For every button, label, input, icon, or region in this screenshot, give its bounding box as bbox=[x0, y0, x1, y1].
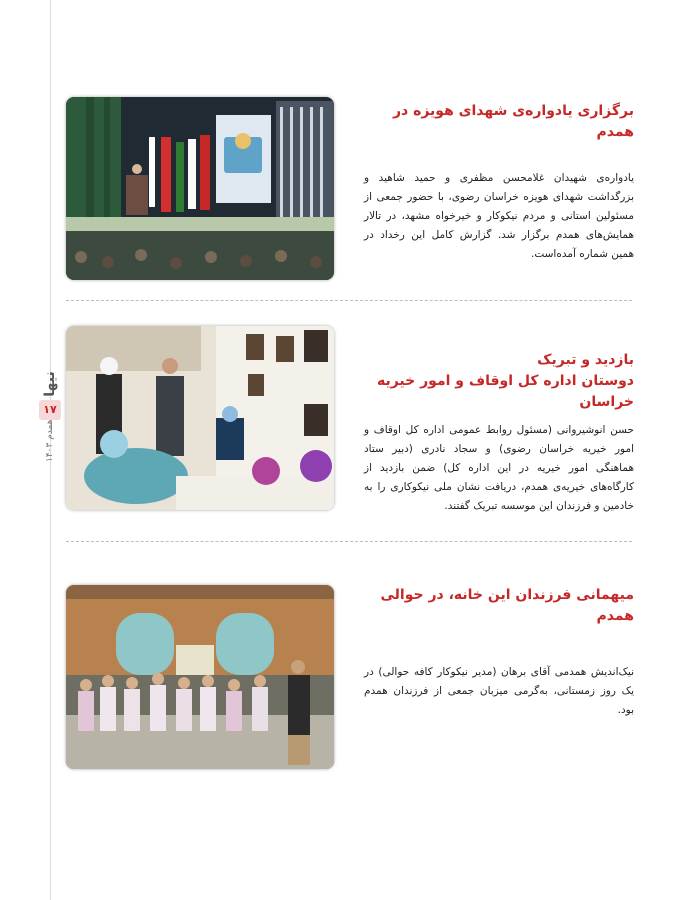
ceremony-stage-photo bbox=[66, 97, 334, 280]
article-3 bbox=[66, 585, 634, 771]
article-3-body: نیک‌اندیش همدمی آقای برهان (مدیر نیکوکار کافه حوالی) در یک روز زمستانی، به‌گرمی میزبان جمعی از فرزندان همدم بود. bbox=[364, 666, 634, 716]
article-2 bbox=[66, 326, 634, 512]
page-number-badge: ۱۷ bbox=[39, 400, 61, 420]
article-1 bbox=[66, 97, 634, 282]
article-2-body: حسن انوشیروانی (مسئول روابط عمومی اداره کل اوقاف و امور خیریه خراسان رضوی) و سجاد نادری (دبیر ستاد هماهنگی امور خیریه در این اداره کل) ضمن بازدید از کارگاه‌های خیریه‌ی همدم، دریافت نشان ملی نیکوکاری را به خادمین و فرزندان این موسسه تبریک گفتند. bbox=[364, 424, 634, 512]
side-branding bbox=[35, 370, 65, 462]
section-divider-2 bbox=[66, 541, 632, 542]
magazine-logo: نیها bbox=[42, 371, 58, 397]
article-1-photo bbox=[66, 97, 334, 280]
cafe-group-photo bbox=[66, 585, 334, 769]
article-1-body: یادواره‌ی شهیدان غلامحسن مظفری و حمید شاهید و بزرگداشت شهدای هویزه خراسان رضوی، با حضور جمعی از مسئولین استانی و مردم نیکوکار و خیرخواه مشهد، در تالار همایش‌های همدم برگزار شد. گزارش کامل این رخداد در همین شماره آمده‌است. bbox=[364, 172, 634, 260]
issue-label: همدم ۱۴۰۳ bbox=[45, 419, 55, 462]
article-1-text bbox=[364, 101, 634, 264]
article-3-text bbox=[364, 585, 634, 720]
visit-workshop-photo bbox=[66, 326, 334, 510]
article-2-text bbox=[364, 350, 634, 516]
article-3-headline: میهمانی فرزندان این خانه، در حوالی همدم bbox=[380, 587, 634, 624]
article-3-photo bbox=[66, 585, 334, 769]
article-2-photo bbox=[66, 326, 334, 510]
section-divider-1 bbox=[66, 300, 632, 301]
article-1-headline: برگزاری یادواره‌ی شهدای هویزه در همدم bbox=[392, 103, 634, 140]
article-2-headline: بازدید و تبریک دوستان اداره کل اوقاف و امور خیریه خراسان bbox=[376, 352, 634, 410]
